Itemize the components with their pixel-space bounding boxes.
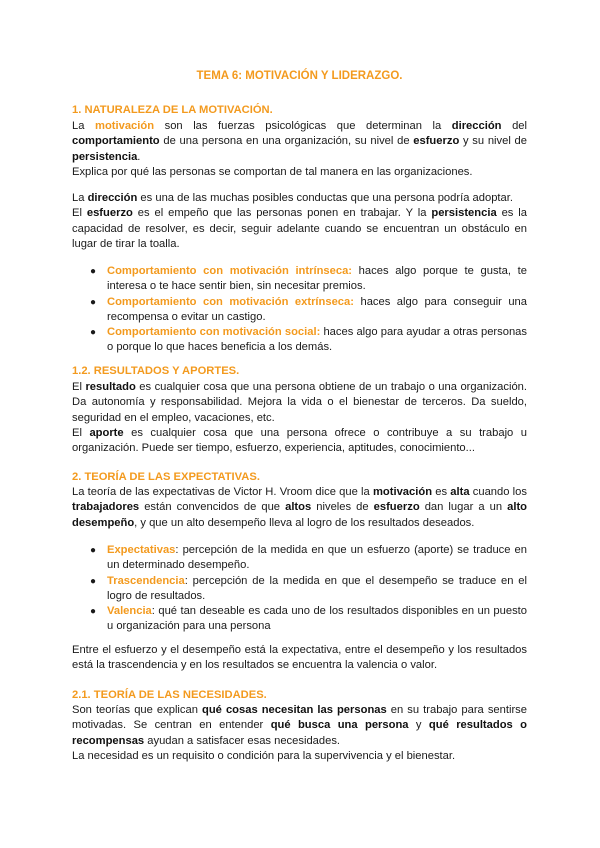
text-run: es cualquier cosa que una persona obtiene de un trabajo o una organización. Da autonomía y responsabilidad. Mejora la vida o el bienestar de terceros. Da sueldo, seguridad en el empleo, vacaciones, etc. (72, 381, 527, 424)
paragraph-vroom (72, 485, 527, 531)
text-run: es cualquier cosa que una persona ofrece o contribuye a su trabajo u organización. Puede ser tiempo, esfuerzo, experiencia, aptitudes, conocimiento... (72, 426, 527, 455)
bold-term: esfuerzo (413, 135, 460, 148)
section-naturaleza-body (72, 119, 527, 180)
paragraph-direccion (72, 191, 527, 206)
text-run: haces algo para conseguir una recompensa o evitar un castigo. (107, 295, 527, 323)
bold-term: altos (285, 501, 312, 514)
text-run: y su nivel de (459, 135, 528, 148)
bold-term: persistencia (431, 207, 497, 220)
keyword: Comportamiento con motivación intrínseca: (107, 265, 353, 277)
bullet-icon: ● (90, 606, 97, 618)
keyword: motivación (95, 120, 155, 132)
keyword: Trascendencia (107, 574, 185, 587)
keyword: Expectativas (107, 544, 176, 556)
paragraph-necesidad: La necesidad es un requisito o condición para la supervivencia y el bienestar. (72, 749, 456, 762)
bold-term: motivación (372, 486, 433, 498)
expectancy-components-list (72, 543, 527, 635)
text-run: . (137, 150, 141, 163)
paragraph-definicion (72, 119, 527, 165)
list-item (72, 295, 527, 326)
text-run: ayudan a satisfacer esas necesidades. (144, 734, 341, 747)
text-run: dan lugar a un (419, 501, 508, 514)
section-resultados-body (72, 380, 527, 456)
text-run: La (72, 120, 95, 132)
bold-term: esfuerzo (86, 207, 133, 220)
text-run: de una persona en una organización, su nivel de (159, 135, 414, 148)
paragraph-resultado (72, 380, 527, 426)
bullet-icon: ● (90, 327, 97, 339)
bold-term: aporte (89, 426, 124, 439)
text-run: es la capacidad de resolver, es decir, seguir adelante cuando se encuentran un obstáculo en lugar de tirar la toalla. (72, 207, 527, 250)
text-run: cuando los (469, 486, 527, 498)
text-run: : qué tan deseable es cada uno de los resultados disponibles en un puesto u organización para una persona (107, 605, 527, 633)
section-expectativas-summary (72, 643, 527, 674)
list-item (72, 264, 527, 295)
list-item (72, 325, 527, 356)
bullet-icon: ● (90, 545, 97, 556)
section-necesidades-body (72, 703, 527, 764)
list-item (72, 574, 527, 605)
text-run: La teoría de las expectativas de Victor H. Vroom dice que la (72, 486, 373, 498)
bold-term: dirección (451, 120, 502, 132)
section-heading-naturaleza: 1. NATURALEZA DE LA MOTIVACIÓN. (72, 104, 273, 116)
bullet-icon: ● (90, 266, 97, 277)
keyword: Comportamiento con motivación extrínseca: (107, 295, 354, 308)
bold-term: alto desempeño (72, 501, 528, 529)
text-run: es una de las muchas posibles conductas que una persona podría adoptar. (137, 192, 513, 204)
text-run: están convencidos de que (139, 501, 286, 514)
paragraph-esfuerzo (72, 206, 527, 252)
keyword: Valencia (107, 605, 152, 618)
bold-term: qué resultados o recompensas (72, 719, 527, 747)
document-title: TEMA 6: MOTIVACIÓN Y LIDERAZGO. (196, 70, 403, 82)
text-run: , y que un alto desempeño lleva al logro de los resultados deseados. (134, 516, 475, 529)
text-run: haces algo para ayudar a otras personas o porque lo que haces beneficia a los demás. (107, 326, 527, 354)
section-heading-necesidades: 2.1. TEORÍA DE LAS NECESIDADES. (72, 689, 267, 701)
paragraph-teorias (72, 703, 527, 749)
text-run: niveles de (311, 501, 374, 514)
section-heading-resultados: 1.2. RESULTADOS Y APORTES. (72, 365, 240, 377)
bold-term: alta (450, 486, 470, 498)
bullet-icon: ● (90, 296, 97, 308)
text-run: El (72, 426, 90, 439)
motivation-types-list (72, 264, 527, 356)
list-item (72, 543, 527, 574)
text-run: es el empeño que las personas ponen en trabajar. Y la (132, 207, 432, 220)
bold-term: qué cosas necesitan las personas (202, 704, 387, 716)
bold-term: comportamiento (72, 135, 160, 148)
text-run: : percepción de la medida en que el desempeño se traduce en el logro de resultados. (107, 574, 527, 602)
section-expectativas-body (72, 485, 527, 531)
text-run: es (432, 486, 451, 498)
text-run: El (72, 207, 87, 220)
bold-term: qué busca una persona (270, 719, 409, 732)
paragraph-explica: Explica por qué las personas se comportan de tal manera en las organizaciones. (72, 165, 473, 178)
list-item (72, 604, 527, 635)
text-run: en su trabajo para sentirse motivadas. Se centran en entender (72, 704, 527, 732)
bold-term: esfuerzo (373, 501, 420, 514)
text-run: La (72, 192, 88, 204)
bullet-icon: ● (90, 575, 97, 587)
text-run: El (72, 381, 86, 393)
paragraph-aporte (72, 426, 527, 457)
bold-term: dirección (87, 192, 138, 204)
keyword: Comportamiento con motivación social: (107, 326, 321, 339)
text-run: del (501, 120, 527, 132)
section-heading-expectativas: 2. TEORÍA DE LAS EXPECTATIVAS. (72, 471, 260, 483)
section-direccion-body (72, 191, 527, 252)
bold-term: persistencia (72, 150, 138, 163)
bold-term: trabajadores (72, 501, 140, 514)
text-run: Son teorías que explican (72, 704, 203, 716)
text-run: y (408, 719, 429, 732)
paragraph-summary: Entre el esfuerzo y el desempeño está la expectativa, entre el desempeño y los resultados está la trascendencia y en los resultados se encuentra la valencia o valor. (72, 644, 527, 672)
text-run: : percepción de la medida en que un esfuerzo (aporte) se traduce en un determinado desempeño. (107, 544, 527, 572)
text-run: son las fuerzas psicológicas que determinan la (154, 120, 452, 132)
text-run: haces algo porque te gusta, te interesa o te hace sentir bien, sin necesitar premios. (107, 265, 527, 293)
bold-term: resultado (85, 381, 136, 393)
